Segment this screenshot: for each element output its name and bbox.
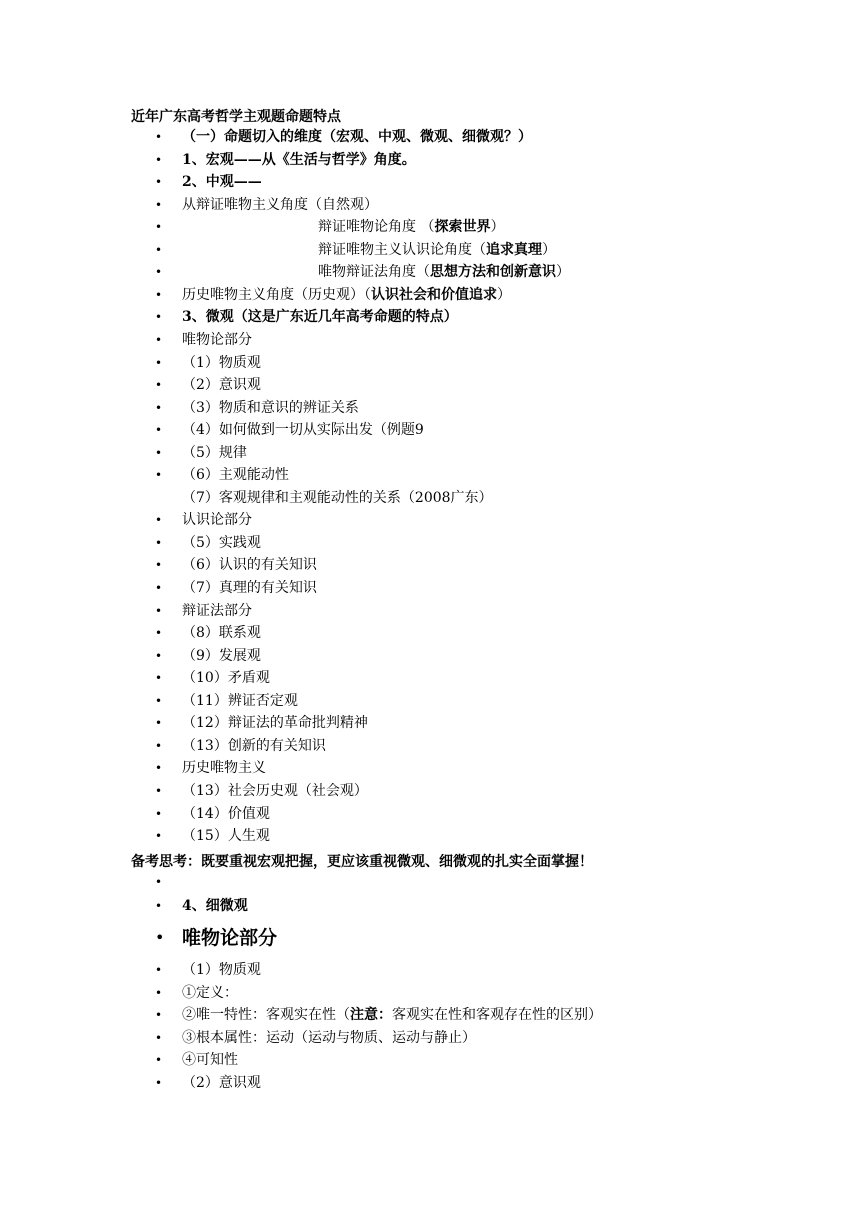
bullet-icon: • (155, 829, 163, 844)
outline-item (0, 712, 860, 735)
text-segment: 4、细微观 (182, 897, 248, 914)
outline-item-text (318, 239, 556, 262)
text-segment: ） (542, 241, 556, 258)
text-segment: 追求真理 (486, 241, 542, 258)
outline-item-text (182, 487, 493, 510)
outline-item (0, 1004, 860, 1027)
outline-item (0, 194, 860, 217)
text-segment: （2）意识观 (182, 1075, 261, 1091)
text-segment: 历史唯物主义角度（历史观）（ (182, 286, 371, 303)
bullet-icon: • (155, 1076, 163, 1090)
text-segment: 探索世界 (434, 219, 491, 236)
bullet-icon: • (155, 761, 163, 776)
outline-item (0, 1027, 860, 1050)
text-segment: （6）认识的有关知识 (182, 557, 317, 574)
outline-item (0, 757, 860, 780)
outline-item-text (182, 554, 317, 577)
text-segment: （4）如何做到一切从实际出发（例题9 (182, 422, 424, 439)
outline-item (0, 554, 860, 577)
bullet-icon: • (155, 242, 163, 257)
outline-item-text (182, 645, 261, 668)
outline-item-text (182, 126, 532, 149)
outline-item-text (182, 194, 378, 217)
text-segment: （一）命题切入的维度（宏观、中观、微观、细微观？） (182, 129, 532, 145)
outline-item-text (182, 780, 368, 803)
outline-item (0, 1049, 860, 1072)
section-heading-materialism (0, 921, 860, 955)
bullet-icon: • (155, 783, 163, 798)
bullet-icon: • (155, 535, 163, 550)
text-segment: ③根本属性：运动（运动与物质、运动与静止） (182, 1029, 476, 1046)
text-segment: （1）物质观 (182, 354, 261, 371)
outline-item-text (182, 397, 359, 420)
bullet-icon: • (155, 693, 163, 708)
bullet-icon: • (155, 603, 163, 618)
outline-item-text (182, 667, 270, 690)
text-segment: ④可知性 (182, 1052, 238, 1069)
outline-item (0, 1072, 860, 1095)
outline-item-text (182, 622, 261, 645)
outline-item-text (182, 959, 261, 982)
bullet-icon: • (155, 581, 163, 595)
outline-item-text (182, 464, 289, 487)
text-segment: （6）主观能动性 (182, 467, 289, 484)
outline-item (0, 487, 860, 510)
outline-item (0, 577, 860, 600)
outline-item (0, 216, 860, 239)
text-segment: 认识论部分 (182, 512, 252, 529)
bullet-icon: • (155, 898, 163, 913)
outline-item-text (318, 216, 504, 239)
text-segment: （7）真理的有关知识 (182, 580, 317, 596)
bullet-icon: • (155, 220, 163, 235)
outline-item-text (182, 982, 238, 1005)
outline-item-text (182, 532, 261, 555)
bullet-icon: • (155, 152, 163, 167)
bullet-icon: • (155, 806, 163, 821)
outline-item-text (182, 352, 261, 375)
text-segment: （13）创新的有关知识 (182, 737, 326, 754)
outline-item (0, 780, 860, 803)
bullet-icon: • (155, 985, 163, 1000)
outline-item (0, 284, 860, 307)
bullet-icon: • (155, 671, 163, 686)
text-segment: （12）辩证法的革命批判精神 (182, 715, 368, 732)
outline-item-text (182, 419, 424, 442)
bullet-icon: • (155, 558, 163, 573)
outline-item (0, 126, 860, 149)
bullet-icon: • (155, 875, 163, 889)
outline-item (0, 352, 860, 375)
bullet-icon: • (155, 1008, 163, 1023)
outline-item (0, 261, 860, 284)
bullet-icon: • (155, 738, 163, 753)
bullet-icon: • (155, 378, 163, 393)
outline-item-text (182, 442, 247, 465)
outline-item-text (182, 1072, 261, 1095)
outline-item (0, 895, 860, 918)
outline-item (0, 600, 860, 623)
document-title: 近年广东高考哲学主观题命题特点 (131, 109, 341, 125)
text-segment: （2）意识观 (182, 377, 261, 394)
text-segment: 辩证唯物论角度 （ (318, 219, 435, 236)
bullet-icon: • (155, 928, 165, 947)
text-segment: （13）社会历史观（社会观） (182, 782, 368, 799)
text-segment: （15）人生观 (182, 828, 270, 845)
outline-item-text (182, 712, 368, 735)
bullet-icon: • (155, 400, 163, 415)
text-segment: 从辩证唯物主义角度（自然观） (182, 196, 378, 213)
bullet-icon: • (155, 716, 163, 731)
outline-item (0, 825, 860, 848)
outline-item-text (182, 284, 511, 307)
outline-item (0, 803, 860, 826)
text-segment: ） (497, 286, 511, 303)
bullet-icon: • (155, 468, 163, 483)
outline-item-text (182, 306, 458, 329)
text-segment: 辩证法部分 (182, 602, 252, 619)
text-segment: （7）客观规律和主观能动性的关系（2008广东） (182, 489, 493, 506)
outline-item-text (182, 374, 261, 397)
outline-item (0, 509, 860, 532)
bullet-icon: • (155, 626, 163, 641)
text-segment: 唯物论部分 (182, 331, 252, 348)
text-segment: 唯物辩证法角度（ (318, 264, 430, 281)
reflection-note: 备考思考：既要重视宏观把握，更应该重视微观、细微观的扎实全面掌握！ (131, 854, 593, 870)
bullet-icon: • (155, 1030, 163, 1045)
outline-item (0, 959, 860, 982)
text-segment: （10）矛盾观 (182, 670, 270, 687)
text-segment: 认识社会和价值追求 (371, 286, 497, 303)
outline-item-text (182, 329, 252, 352)
outline-item (0, 982, 860, 1005)
bullet-icon: • (155, 445, 163, 460)
section-heading-text: 唯物论部分 (182, 927, 278, 949)
outline-item (0, 667, 860, 690)
outline-item-text (182, 171, 262, 194)
text-segment: ②唯一特性：客观实在性（ (182, 1007, 350, 1024)
text-segment: ①定义： (182, 984, 238, 1001)
outline-item-text (182, 1004, 602, 1027)
outline-item (0, 419, 860, 442)
outline-item-text (182, 895, 248, 918)
outline-item-text (182, 509, 252, 532)
bullet-icon: • (155, 332, 163, 347)
outline-item (0, 871, 860, 894)
bullet-icon: • (155, 355, 163, 370)
text-segment: （5）规律 (182, 444, 247, 461)
bullet-icon: • (155, 175, 163, 190)
text-segment: ） (556, 264, 570, 281)
outline-item (0, 239, 860, 262)
text-segment: （8）联系观 (182, 625, 261, 642)
text-segment: （11）辨证否定观 (182, 692, 298, 709)
text-segment: 辩证唯物主义认识论角度（ (318, 241, 486, 258)
outline-item (0, 306, 860, 329)
outline-item (0, 329, 860, 352)
outline-item (0, 645, 860, 668)
bullet-icon: • (155, 963, 163, 977)
outline-item-text (318, 261, 570, 284)
outline-item-text (182, 1027, 476, 1050)
outline-item (0, 397, 860, 420)
text-segment: 思想方法和创新意识 (430, 264, 556, 281)
outline-item-text (182, 149, 416, 172)
text-segment: 客观实在性和客观存在性的区别） (392, 1007, 602, 1024)
text-segment: 历史唯物主义 (182, 760, 266, 777)
bullet-icon: • (155, 265, 163, 280)
outline-item (0, 464, 860, 487)
outline-item-text (182, 803, 270, 826)
bullet-icon: • (155, 130, 163, 144)
text-segment: 注意： (350, 1007, 392, 1024)
bullet-icon: • (155, 287, 163, 302)
text-segment: （3）物质和意识的辨证关系 (182, 399, 359, 416)
outline-item-text (182, 735, 326, 758)
text-segment: 3、微观（这是广东近几年高考命题的特点） (182, 309, 458, 326)
outline-item (0, 532, 860, 555)
text-segment: ） (490, 219, 505, 236)
outline-item (0, 690, 860, 713)
text-segment: 2、中观—— (182, 174, 262, 191)
outline-item-text (182, 825, 270, 848)
text-segment: 1、宏观——从《生活与哲学》角度。 (182, 151, 416, 168)
outline-item (0, 171, 860, 194)
text-segment: （1）物质观 (182, 962, 261, 978)
bullet-icon: • (155, 423, 163, 438)
outline-item-text (182, 577, 317, 600)
bullet-icon: • (155, 197, 163, 212)
text-segment: （14）价值观 (182, 805, 270, 822)
outline-item (0, 735, 860, 758)
outline-item (0, 442, 860, 465)
outline-item-text (182, 1049, 238, 1072)
text-segment: （5）实践观 (182, 534, 261, 551)
outline-item-text (182, 690, 298, 713)
text-segment: （9）发展观 (182, 647, 261, 664)
bullet-icon: • (155, 648, 163, 663)
outline-item (0, 622, 860, 645)
outline-item-text (182, 757, 266, 780)
bullet-icon: • (155, 1053, 163, 1068)
bullet-icon: • (155, 513, 163, 528)
bullet-icon: • (155, 310, 163, 325)
outline-item-text (182, 600, 252, 623)
outline-item (0, 149, 860, 172)
outline-item (0, 374, 860, 397)
